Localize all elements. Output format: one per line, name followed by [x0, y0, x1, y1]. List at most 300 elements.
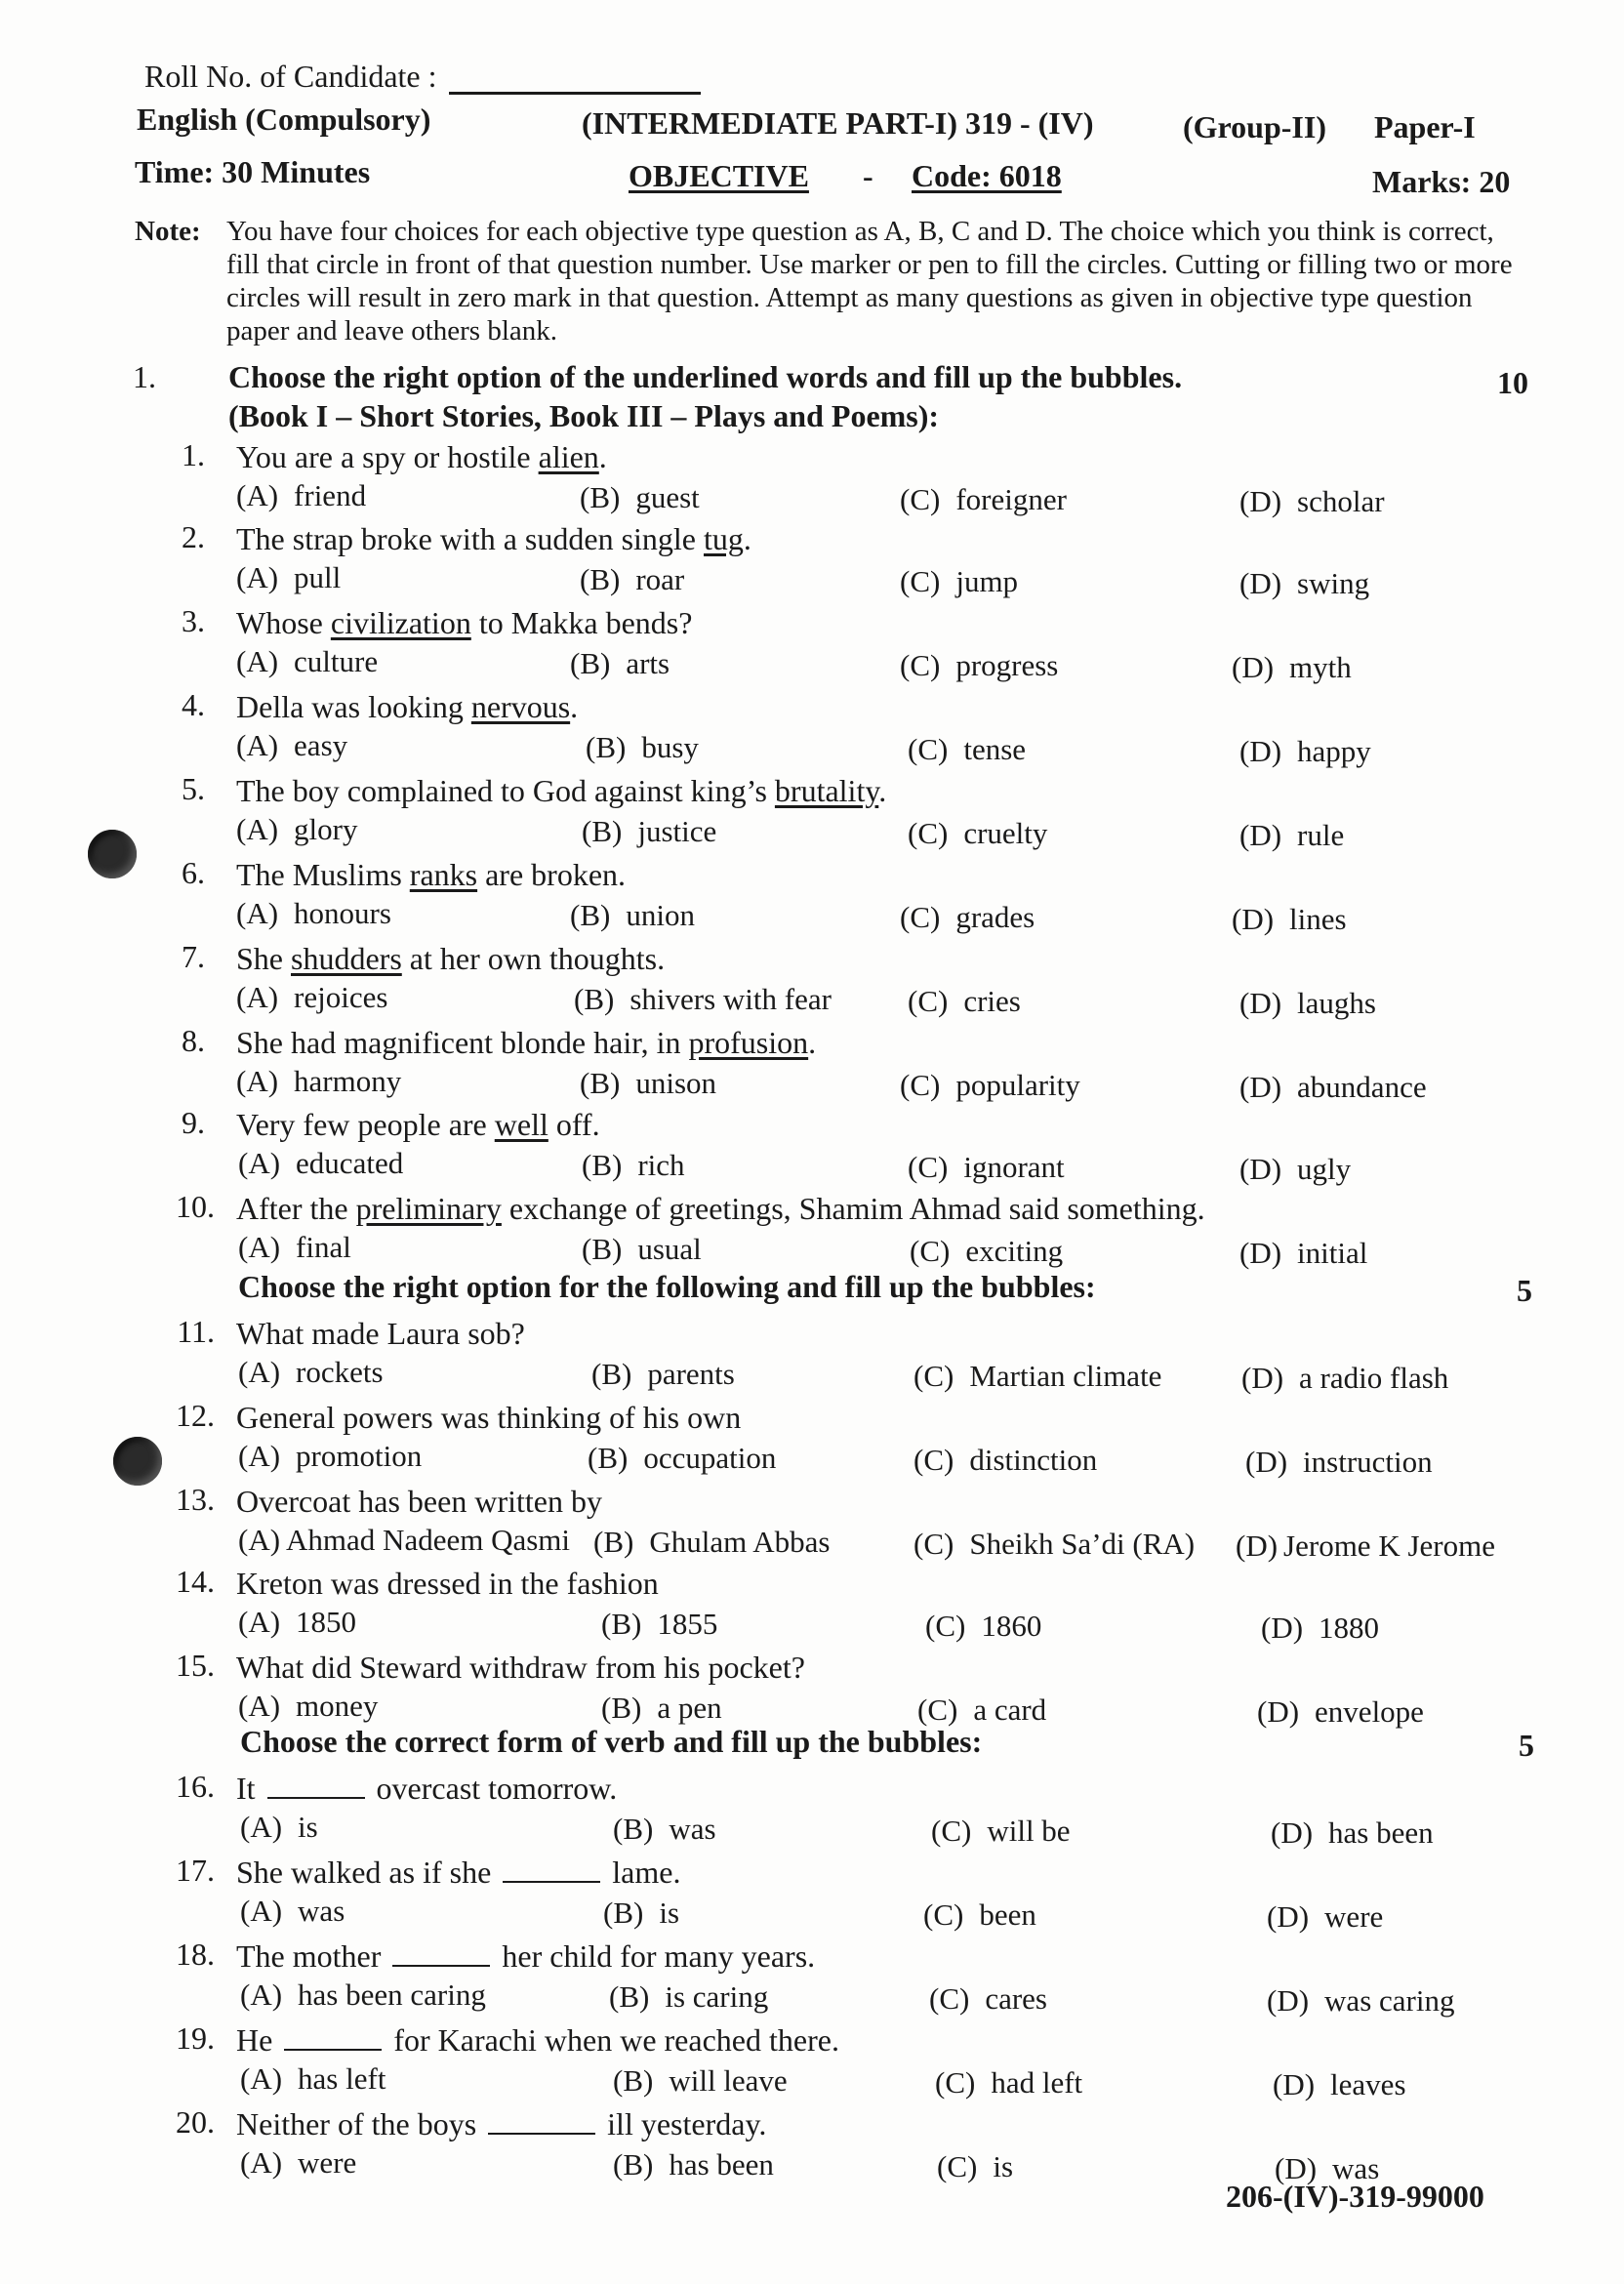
question-text: She had magnificent blonde hair, in — [236, 1025, 689, 1060]
question-stem — [236, 439, 607, 475]
option-letter: (C) — [929, 1981, 970, 2016]
option-letter: (A) — [236, 644, 279, 678]
option-letter: (C) — [917, 1693, 958, 1727]
answer-blank — [284, 2049, 382, 2051]
question-stem — [236, 941, 665, 977]
question-stem — [236, 605, 692, 641]
option-letter: (D) — [1239, 566, 1282, 600]
underlined-word: brutality — [774, 773, 879, 808]
option-c[interactable] — [917, 1693, 1046, 1728]
question-text: . — [808, 1025, 817, 1060]
option-text: harmony — [294, 1064, 402, 1098]
option-text: a card — [973, 1693, 1047, 1727]
option-letter: (D) — [1232, 650, 1275, 684]
marks-label: Marks: 20 — [1372, 164, 1511, 199]
option-letter: (A) — [240, 1894, 283, 1928]
option-letter: (B) — [580, 1066, 621, 1100]
option-c[interactable] — [931, 1814, 1071, 1849]
option-letter: (D) — [1232, 902, 1275, 936]
option-b[interactable] — [593, 1525, 830, 1560]
option-a[interactable] — [238, 1439, 422, 1474]
option-a[interactable] — [238, 1605, 356, 1640]
question-number: 18. — [176, 1937, 215, 1972]
option-letter: (A) — [238, 1605, 281, 1639]
option-d[interactable] — [1273, 2067, 1406, 2102]
option-letter: (D) — [1257, 1694, 1300, 1729]
option-letter: (C) — [900, 900, 941, 934]
question-text: The Muslims — [236, 857, 410, 892]
option-text: rockets — [296, 1355, 384, 1389]
option-letter: (C) — [914, 1443, 954, 1477]
question-number: 13. — [176, 1482, 215, 1517]
answer-blank — [503, 1881, 600, 1883]
option-letter: (D) — [1239, 818, 1282, 852]
option-a[interactable] — [240, 1978, 486, 2013]
question-stem — [236, 2106, 766, 2142]
option-letter: (C) — [900, 648, 941, 682]
option-a[interactable] — [240, 2145, 356, 2181]
option-text: Ghulam Abbas — [649, 1525, 831, 1559]
question-text: Neither of the boys — [236, 2106, 485, 2141]
option-letter: (D) — [1271, 1815, 1314, 1850]
option-text: parents — [647, 1357, 735, 1391]
question-number: 9. — [182, 1105, 205, 1140]
option-d[interactable] — [1239, 566, 1369, 601]
option-d[interactable] — [1267, 1983, 1454, 2019]
option-text: a pen — [657, 1691, 722, 1725]
question-number: 3. — [182, 603, 205, 638]
option-c[interactable] — [914, 1359, 1161, 1394]
question-number: 10. — [176, 1189, 215, 1224]
option-text: unison — [635, 1066, 717, 1100]
option-b[interactable] — [613, 2147, 774, 2182]
option-letter: (B) — [613, 1812, 654, 1846]
option-text: rule — [1297, 818, 1345, 852]
section-2-title: Choose the right option for the following and fill up the bubbles: — [238, 1269, 1096, 1304]
underlined-word: ranks — [409, 857, 478, 892]
question-number: 2. — [182, 519, 205, 554]
option-c[interactable] — [900, 1068, 1080, 1103]
option-text: will be — [987, 1814, 1071, 1848]
question-text: General powers was thinking of his own — [236, 1400, 742, 1435]
option-c[interactable] — [929, 1981, 1047, 2017]
option-d[interactable] — [1239, 734, 1371, 769]
question-stem — [236, 1191, 1205, 1227]
option-b[interactable] — [588, 1441, 776, 1476]
underlined-word: well — [494, 1107, 548, 1142]
option-letter: (D) — [1261, 1611, 1304, 1645]
option-letter: (C) — [935, 2065, 976, 2100]
option-text: is caring — [665, 1979, 769, 2014]
option-letter: (D) — [1236, 1529, 1279, 1563]
question-text: . — [570, 689, 579, 724]
option-text: guest — [635, 480, 700, 514]
question-text: The mother — [236, 1938, 389, 1974]
option-a[interactable] — [236, 478, 366, 513]
option-letter: (B) — [601, 1607, 642, 1641]
option-text: 1860 — [981, 1609, 1042, 1643]
question-number: 11. — [177, 1314, 215, 1349]
option-d[interactable] — [1232, 650, 1352, 685]
option-letter: (A) — [240, 2145, 283, 2180]
question-stem — [236, 521, 751, 557]
question-number: 1. — [182, 437, 205, 472]
option-b[interactable] — [574, 982, 832, 1017]
option-b[interactable] — [570, 646, 670, 681]
question-stem — [236, 773, 886, 809]
question-number: 7. — [182, 939, 205, 974]
underlined-word: nervous — [470, 689, 571, 724]
option-d[interactable] — [1239, 818, 1344, 853]
question-text: After the — [236, 1191, 356, 1226]
option-d[interactable] — [1239, 484, 1385, 519]
option-letter: (A) — [236, 1064, 279, 1098]
option-text: Jerome K Jerome — [1283, 1529, 1495, 1563]
question-number: 5. — [182, 771, 205, 806]
underlined-word: tug — [704, 521, 744, 556]
question-number: 14. — [176, 1564, 215, 1599]
question-text: He — [236, 2022, 281, 2058]
paper-label: Paper-I — [1374, 109, 1476, 144]
option-a[interactable] — [238, 1146, 403, 1181]
option-a[interactable] — [238, 1230, 351, 1265]
option-b[interactable] — [601, 1607, 717, 1642]
option-text: instruction — [1303, 1445, 1433, 1479]
option-b[interactable] — [582, 814, 716, 849]
question-stem — [236, 2022, 839, 2059]
question-text: lame. — [604, 1855, 681, 1890]
option-a[interactable] — [240, 1810, 318, 1845]
option-letter: (C) — [908, 984, 949, 1018]
option-c[interactable] — [910, 1234, 1063, 1269]
option-letter: (B) — [593, 1525, 634, 1559]
option-a[interactable] — [236, 1064, 401, 1099]
option-d[interactable] — [1239, 1152, 1351, 1187]
option-text: has left — [298, 2061, 386, 2096]
option-text: foreigner — [955, 482, 1067, 516]
question-number: 20. — [176, 2104, 215, 2140]
note-line-2: fill that circle in front of that question number. Use marker or pen to fill the circles. Cutting or filling two or more — [226, 249, 1513, 280]
section-2-marks: 5 — [1517, 1273, 1532, 1308]
option-letter: (D) — [1241, 1361, 1284, 1395]
section-3-title: Choose the correct form of verb and fill up the bubbles: — [240, 1724, 983, 1759]
option-letter: (C) — [900, 482, 941, 516]
option-text: ugly — [1297, 1152, 1352, 1186]
option-text: final — [296, 1230, 351, 1264]
option-a[interactable] — [240, 2061, 386, 2097]
question-number: 4. — [182, 687, 205, 722]
option-d[interactable] — [1241, 1361, 1448, 1396]
option-text: initial — [1297, 1236, 1368, 1270]
question-stem — [236, 1566, 659, 1602]
option-c[interactable] — [914, 1527, 1195, 1562]
option-letter: (B) — [574, 982, 615, 1016]
question-text: Overcoat has been written by — [236, 1484, 602, 1519]
option-text: happy — [1297, 734, 1371, 768]
option-a[interactable] — [240, 1894, 345, 1929]
question-stem — [236, 1938, 815, 1975]
option-text: a radio flash — [1299, 1361, 1449, 1395]
section-1-subtitle: (Book I – Short Stories, Book III – Plays and Poems): — [228, 398, 940, 433]
option-text: progress — [955, 648, 1059, 682]
option-text: had left — [991, 2065, 1083, 2100]
note-line-1: You have four choices for each objective type question as A, B, C and D. The choice which you think is correct, — [226, 216, 1494, 247]
option-letter: (B) — [609, 1979, 650, 2014]
option-text: usual — [637, 1232, 702, 1266]
option-a[interactable] — [236, 560, 341, 595]
question-stem — [236, 1400, 741, 1436]
question-text: off. — [548, 1107, 600, 1142]
option-letter: (C) — [908, 816, 949, 850]
option-text: money — [296, 1689, 379, 1723]
option-letter: (C) — [937, 2149, 978, 2183]
option-letter: (B) — [580, 480, 621, 514]
option-letter: (B) — [570, 898, 611, 932]
option-letter: (C) — [910, 1234, 951, 1268]
option-letter: (D) — [1275, 2151, 1318, 2185]
option-c[interactable] — [900, 900, 1035, 935]
option-b[interactable] — [580, 480, 700, 515]
option-letter: (C) — [923, 1897, 964, 1932]
option-text: occupation — [643, 1441, 777, 1475]
option-a[interactable] — [238, 1523, 570, 1558]
question-text: Very few people are — [236, 1107, 495, 1142]
option-letter: (A) — [240, 1810, 283, 1844]
option-text: tense — [963, 732, 1027, 766]
option-letter: (D) — [1245, 1445, 1288, 1479]
question-text: What did Steward withdraw from his pocket? — [236, 1650, 805, 1685]
option-letter: (A) — [236, 896, 279, 930]
subject-title: English (Compulsory) — [137, 102, 431, 137]
question-text: Whose — [236, 605, 331, 640]
option-a[interactable] — [236, 980, 387, 1015]
option-d[interactable] — [1236, 1529, 1495, 1564]
option-c[interactable] — [937, 2149, 1013, 2184]
question-stem — [236, 1107, 600, 1143]
option-a[interactable] — [236, 896, 391, 931]
option-letter: (C) — [900, 1068, 941, 1102]
option-a[interactable] — [236, 644, 378, 679]
option-text: was — [298, 1894, 345, 1928]
option-letter: (A) — [238, 1439, 281, 1473]
option-letter: (D) — [1239, 484, 1282, 518]
group-label: (Group-II) — [1183, 109, 1326, 144]
question-text: ill yesterday. — [599, 2106, 767, 2141]
option-c[interactable] — [908, 1150, 1065, 1185]
option-c[interactable] — [925, 1609, 1041, 1644]
option-d[interactable] — [1239, 986, 1376, 1021]
option-text: easy — [294, 728, 348, 762]
question-number: 12. — [176, 1398, 215, 1433]
option-letter: (D) — [1273, 2067, 1316, 2101]
option-letter: (A) — [236, 478, 279, 512]
question-stem — [236, 1316, 525, 1352]
question-text: are broken. — [477, 857, 627, 892]
option-c[interactable] — [908, 732, 1026, 767]
question-number: 19. — [176, 2020, 215, 2056]
code-label: Code: 6018 — [912, 158, 1062, 193]
underlined-word: preliminary — [355, 1191, 502, 1226]
option-text: lines — [1289, 902, 1347, 936]
option-letter: (A) — [236, 728, 279, 762]
option-letter: (A) — [240, 1978, 283, 2012]
roll-number-field[interactable] — [449, 62, 701, 95]
option-text: myth — [1289, 650, 1352, 684]
option-letter: (B) — [601, 1691, 642, 1725]
option-d[interactable] — [1239, 1236, 1367, 1271]
question-text: . — [598, 439, 607, 474]
option-text: educated — [296, 1146, 404, 1180]
time-label: Time: 30 Minutes — [135, 154, 371, 189]
question-text: It — [236, 1771, 264, 1806]
option-d[interactable] — [1239, 1070, 1427, 1105]
option-text: busy — [641, 730, 699, 764]
question-text: exchange of greetings, Shamim Ahmad said something. — [501, 1191, 1205, 1226]
option-text: honours — [294, 896, 391, 930]
option-text: union — [626, 898, 695, 932]
option-text: cries — [963, 984, 1021, 1018]
option-letter: (A) — [238, 1230, 281, 1264]
option-text: Ahmad Nadeem Qasmi — [286, 1523, 571, 1557]
option-text: laughs — [1297, 986, 1376, 1020]
note-line-3: circles will result in zero mark in that question. Attempt as many questions as given in objective type question — [226, 282, 1473, 313]
option-text: were — [1324, 1899, 1384, 1934]
option-text: Sheikh Sa’di (RA) — [969, 1527, 1196, 1561]
question-text: She — [236, 941, 291, 976]
answer-blank — [488, 2133, 595, 2135]
exam-title: (INTERMEDIATE PART-I) 319 - (IV) — [582, 105, 1094, 141]
underlined-word: alien — [538, 439, 599, 474]
option-text: arts — [626, 646, 670, 680]
option-d[interactable] — [1261, 1611, 1379, 1646]
option-letter: (B) — [570, 646, 611, 680]
option-text: ignorant — [963, 1150, 1065, 1184]
question-text: What made Laura sob? — [236, 1316, 525, 1351]
option-text: is — [993, 2149, 1014, 2183]
option-b[interactable] — [603, 1896, 679, 1931]
option-a[interactable] — [236, 728, 347, 763]
option-text: friend — [294, 478, 367, 512]
option-c[interactable] — [935, 2065, 1082, 2100]
option-text: justice — [637, 814, 717, 848]
option-d[interactable] — [1257, 1694, 1424, 1730]
option-letter: (A) — [236, 812, 279, 846]
option-letter: (B) — [591, 1357, 632, 1391]
option-b[interactable] — [580, 562, 684, 597]
answer-blank — [267, 1797, 365, 1799]
option-letter: (B) — [613, 2147, 654, 2182]
question-stem — [236, 689, 578, 725]
option-text: is — [298, 1810, 318, 1844]
option-text: will leave — [669, 2063, 788, 2098]
question-stem — [236, 1484, 602, 1520]
option-b[interactable] — [591, 1357, 735, 1392]
option-text: culture — [294, 644, 379, 678]
option-b[interactable] — [582, 1148, 685, 1183]
option-text: been — [979, 1897, 1036, 1932]
option-d[interactable] — [1267, 1899, 1383, 1935]
underlined-word: shudders — [291, 941, 402, 976]
option-b[interactable] — [609, 1979, 768, 2015]
section-number: 1. — [133, 359, 156, 394]
answer-blank — [392, 1965, 490, 1967]
option-text: 1855 — [657, 1607, 718, 1641]
note-label: Note: — [135, 216, 201, 247]
question-number: 8. — [182, 1023, 205, 1058]
option-letter: (D) — [1239, 1236, 1282, 1270]
question-text: The strap broke with a sudden single — [236, 521, 704, 556]
option-letter: (B) — [582, 814, 623, 848]
question-stem — [236, 1771, 617, 1807]
option-letter: (C) — [900, 564, 941, 598]
option-a[interactable] — [236, 812, 357, 847]
section-3-marks: 5 — [1519, 1728, 1534, 1763]
option-a[interactable] — [238, 1689, 378, 1724]
option-letter: (D) — [1267, 1899, 1310, 1934]
option-text: glory — [294, 812, 358, 846]
option-b[interactable] — [586, 730, 699, 765]
option-text: cruelty — [963, 816, 1048, 850]
option-text: swing — [1297, 566, 1370, 600]
option-letter: (B) — [613, 2063, 654, 2098]
option-c[interactable] — [900, 564, 1018, 599]
option-b[interactable] — [582, 1232, 702, 1267]
question-text: at her own thoughts. — [401, 941, 666, 976]
option-text: exciting — [965, 1234, 1064, 1268]
option-text: rich — [637, 1148, 685, 1182]
question-text: to Makka bends? — [470, 605, 693, 640]
question-number: 16. — [176, 1769, 215, 1804]
option-c[interactable] — [914, 1443, 1097, 1478]
option-letter: (D) — [1239, 1152, 1282, 1186]
question-number: 6. — [182, 855, 205, 890]
option-d[interactable] — [1232, 902, 1347, 937]
option-c[interactable] — [900, 648, 1058, 683]
option-c[interactable] — [900, 482, 1067, 517]
question-text: She walked as if she — [236, 1855, 500, 1890]
option-d[interactable] — [1245, 1445, 1433, 1480]
question-text: Kreton was dressed in the fashion — [236, 1566, 659, 1601]
option-b[interactable] — [570, 898, 695, 933]
option-c[interactable] — [923, 1897, 1036, 1933]
option-c[interactable] — [908, 816, 1047, 851]
option-b[interactable] — [613, 2063, 788, 2099]
option-letter: (B) — [588, 1441, 629, 1475]
option-d[interactable] — [1271, 1815, 1434, 1851]
question-stem — [236, 1650, 805, 1686]
option-letter: (B) — [582, 1232, 623, 1266]
option-letter: (C) — [914, 1527, 954, 1561]
option-b[interactable] — [580, 1066, 716, 1101]
option-a[interactable] — [238, 1355, 384, 1390]
question-number: 17. — [176, 1853, 215, 1888]
option-text: 1880 — [1319, 1611, 1380, 1645]
option-letter: (D) — [1239, 986, 1282, 1020]
option-letter: (D) — [1239, 734, 1282, 768]
question-text: The boy complained to God against king’s — [236, 773, 775, 808]
question-text: You are a spy or hostile — [236, 439, 539, 474]
option-text: grades — [955, 900, 1035, 934]
option-text: shivers with fear — [629, 982, 832, 1016]
filled-bubble-mark — [113, 1437, 162, 1486]
option-letter: (A) — [238, 1523, 281, 1557]
option-b[interactable] — [601, 1691, 722, 1726]
roll-number-label: Roll No. of Candidate : — [144, 59, 701, 95]
option-text: roar — [635, 562, 685, 596]
option-c[interactable] — [908, 984, 1021, 1019]
question-stem — [236, 1025, 816, 1061]
option-b[interactable] — [613, 1812, 716, 1847]
